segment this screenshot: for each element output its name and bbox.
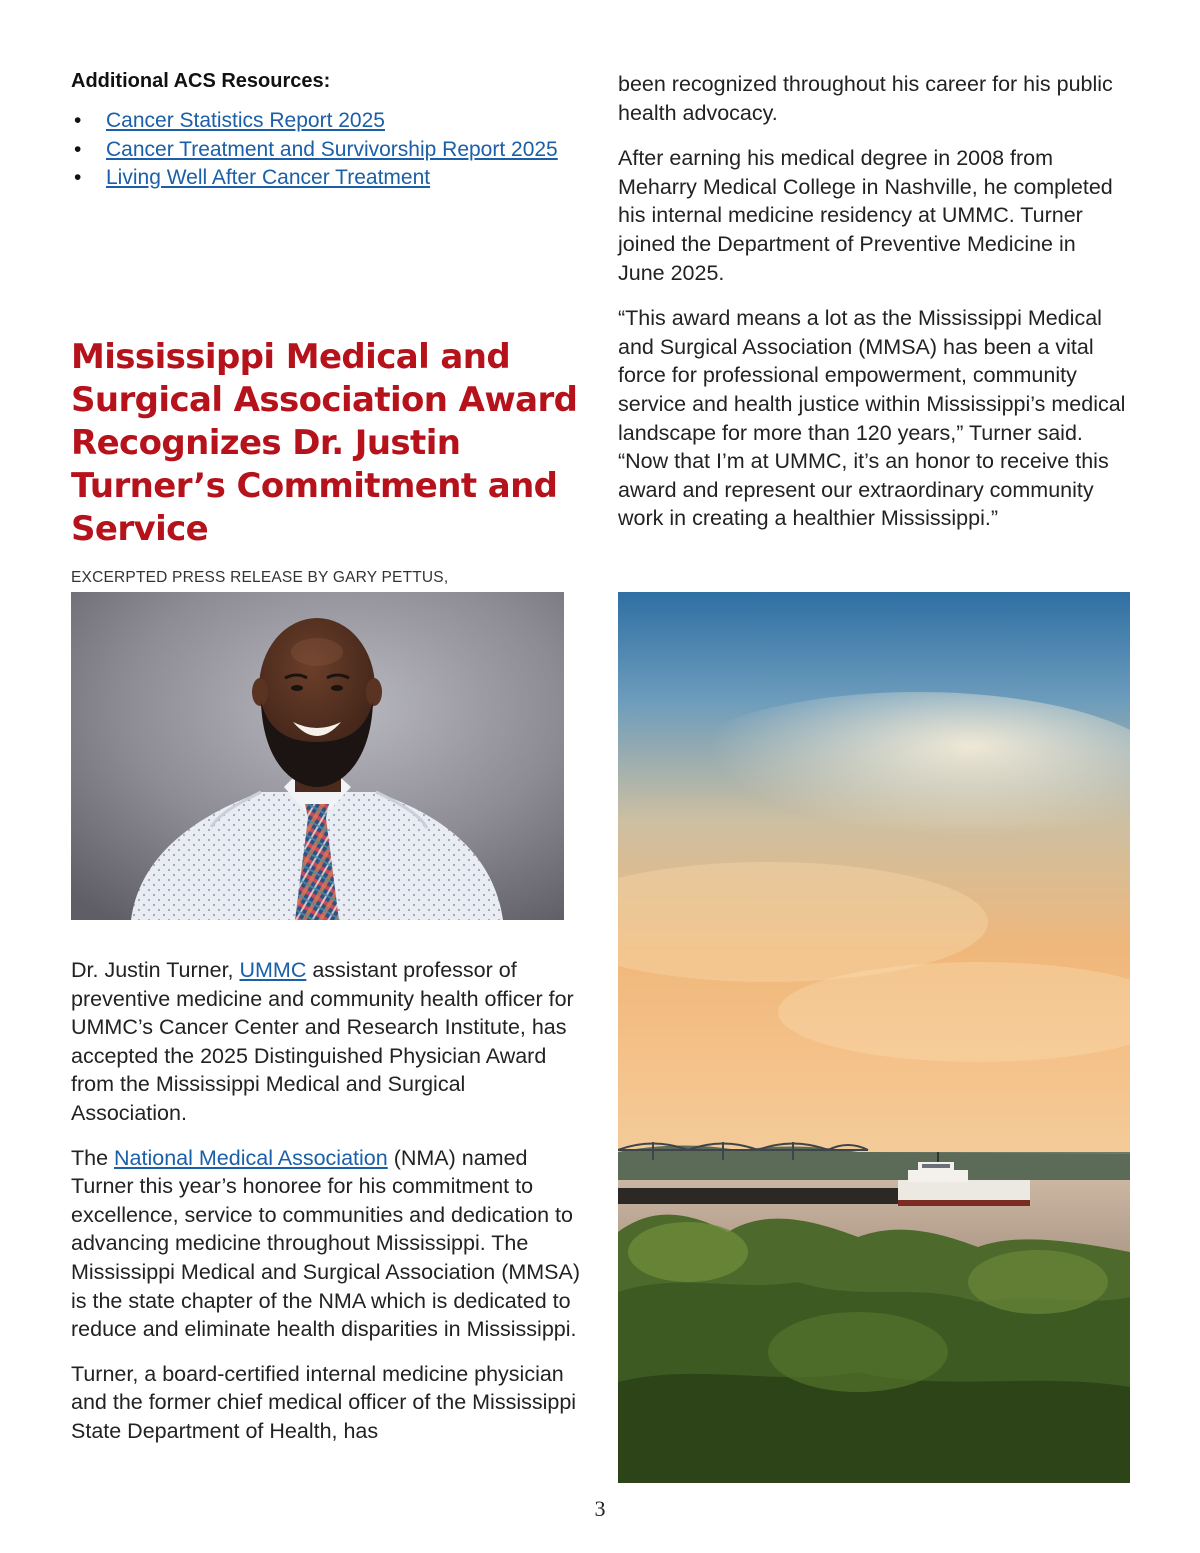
river-landscape-photo (618, 592, 1130, 1483)
paragraph-background: Turner, a board-certified internal medicine physician and the former chief medical officer of the Mississippi State Department of Health, has (71, 1361, 577, 1443)
portrait-photo (71, 592, 564, 920)
nma-link[interactable]: National Medical Association (114, 1145, 388, 1170)
byline-line-1: EXCERPTED PRESS RELEASE BY GARY PETTUS, (71, 569, 449, 586)
p1-text-after: assistant professor of preventive medicine and community health officer for UMMC’s Cancer Center and Research Institute, has accepted the 2025 Distinguished Physician Award from the Mississippi Medical and Surgical Association. (71, 958, 574, 1125)
resource-link-living-well[interactable]: Living Well After Cancer Treatment (106, 166, 431, 189)
article-header (71, 336, 581, 611)
ummc-link[interactable]: UMMC (239, 958, 307, 982)
article-right-column (618, 70, 1128, 550)
paragraph-continued: been recognized throughout his career for his public health advocacy. (618, 72, 1113, 125)
resource-item (71, 136, 591, 165)
paragraph-intro (71, 956, 581, 1128)
resource-link-survivorship[interactable]: Cancer Treatment and Survivorship Report 2025 (106, 137, 558, 161)
paragraph-quote: “This award means a lot as the Mississippi Medical and Surgical Association (MMSA) has been a vital force for professional empowerment, community service and health justice within Mississippi’s medical landscape for more than 120 years,” Turner said. “Now that I’m at UMMC, it’s an honor to receive this award and represent our extraordinary community work in creating a healthier Mississippi.” (618, 306, 1126, 531)
p2-text-after: (NMA) named Turner this year’s honoree for his commitment to excellence, service to communities and dedication to advancing medicine throughout Mississippi. The Mississippi Medical and Surgical Association (MMSA) is the state chapter of the NMA which is dedicated to reduce and eliminate health disparities in Mississippi. (71, 1145, 581, 1342)
paragraph-education: After earning his medical degree in 2008 from Meharry Medical College in Nashville, he completed his internal medicine residency at UMMC. Turner joined the Department of Preventive Medicine in June 2025. (618, 146, 1113, 285)
resources-heading: Additional ACS Resources: (71, 70, 331, 92)
p1-text-before: Dr. Justin Turner, (71, 958, 240, 982)
additional-resources (71, 70, 591, 193)
article-left-column (71, 956, 581, 1462)
page-number: 3 (594, 1496, 606, 1521)
resource-item (71, 107, 591, 136)
article-title: Mississippi Medical and Surgical Association Award Recognizes Dr. Justin Turner’s Commitment and Service (71, 337, 578, 549)
resource-link-statistics[interactable]: Cancer Statistics Report 2025 (106, 109, 385, 132)
paragraph-nma (71, 1144, 581, 1344)
resource-item (71, 164, 591, 193)
p2-text-before: The (71, 1145, 115, 1170)
resources-list (71, 107, 591, 193)
